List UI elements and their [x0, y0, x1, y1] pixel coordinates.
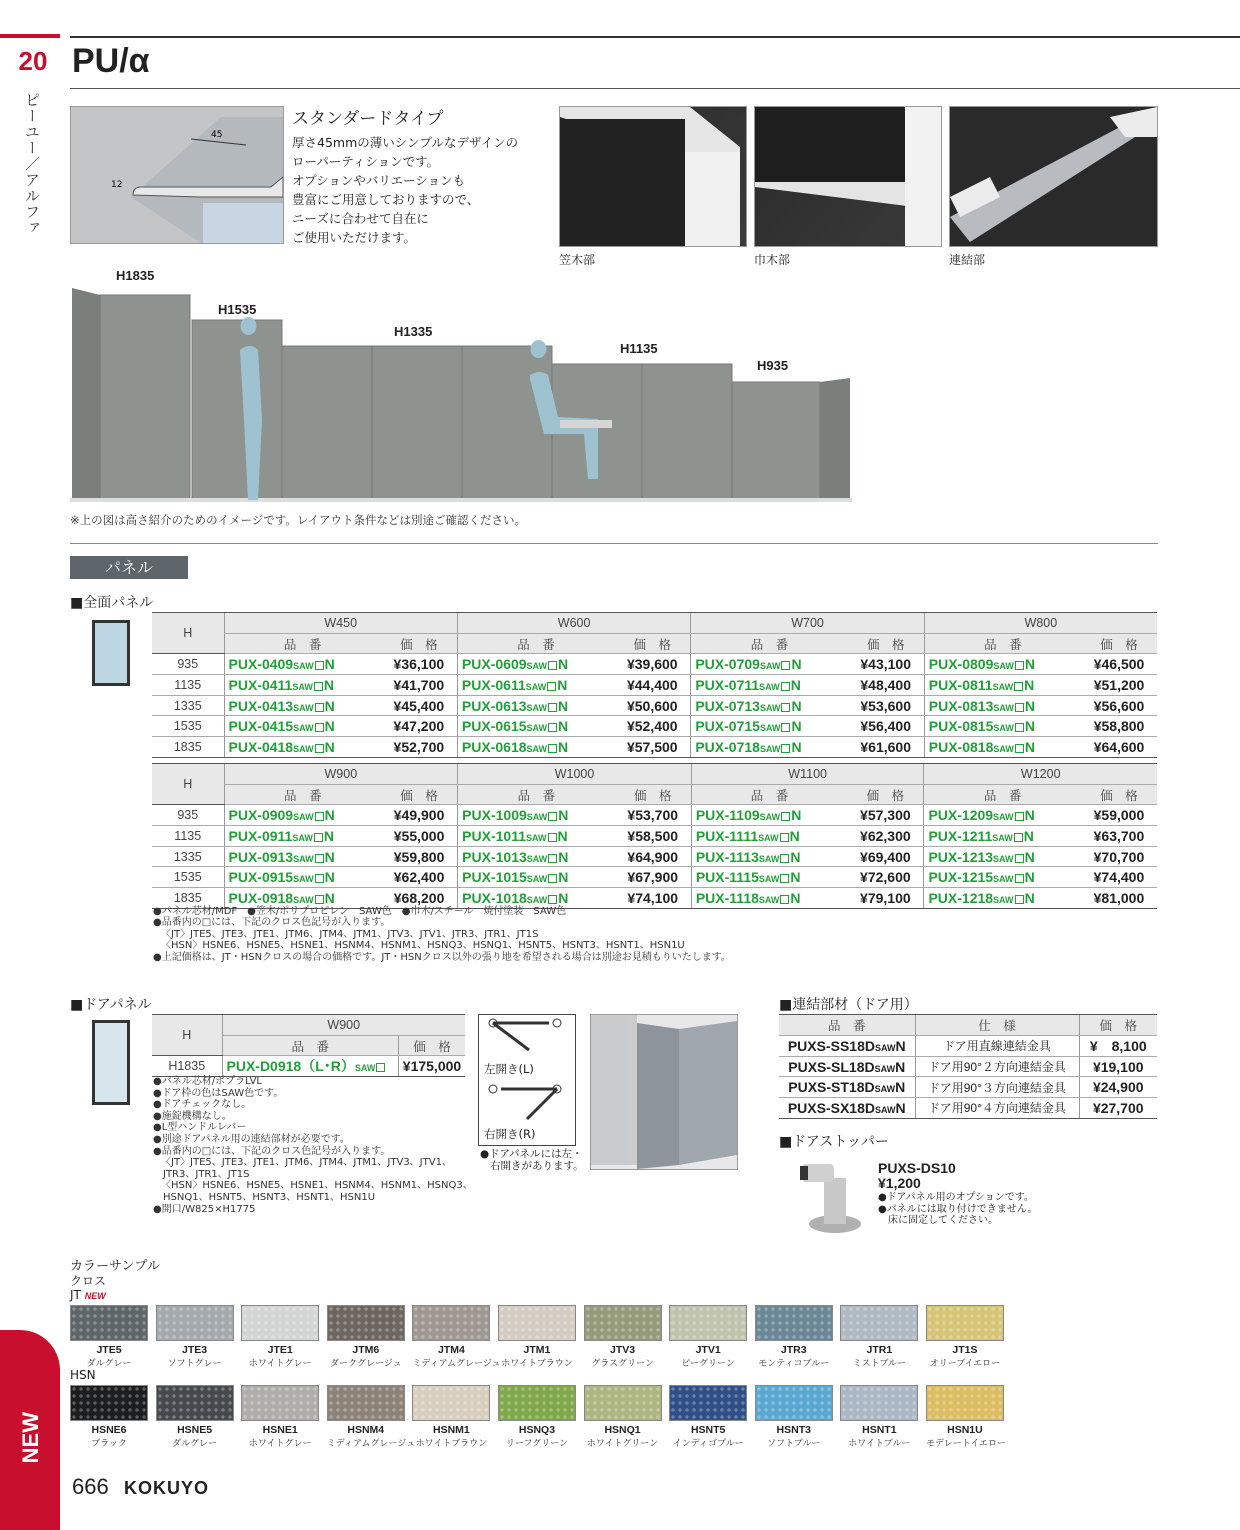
col-price: 価 格	[1081, 633, 1157, 654]
dim-12: 12	[111, 180, 123, 190]
right-open-label: 右開き(R)	[484, 1127, 536, 1141]
table-row	[152, 695, 1157, 716]
col-h: H	[152, 764, 224, 805]
product-price: ¥70,700	[1081, 846, 1157, 867]
swatch-chip	[840, 1305, 918, 1341]
width-header: W1200	[924, 764, 1157, 785]
product-price: ¥64,600	[1081, 737, 1157, 758]
col-price: 価 格	[1081, 784, 1157, 805]
height-cell: 1135	[152, 826, 224, 847]
width-header: W1000	[458, 764, 692, 785]
swatch-hsne1	[241, 1385, 319, 1449]
height-label-935: H935	[757, 358, 789, 373]
height-cell: 935	[152, 805, 224, 826]
hsn-label: HSN	[70, 1368, 96, 1382]
product-price: ¥57,500	[614, 737, 691, 758]
connector-code: PUXS-SS18DSAWN	[779, 1035, 915, 1056]
col-code: 品 番	[458, 784, 615, 805]
swatch-code: HSNT5	[690, 1424, 726, 1436]
swatch-code: HSNQ1	[604, 1424, 641, 1436]
connector-code: PUXS-SL18DSAWN	[779, 1056, 915, 1077]
swatch-code: JTR1	[866, 1344, 893, 1356]
swatch-name: モンティコブルー	[758, 1359, 830, 1369]
swatch-chip	[755, 1305, 833, 1341]
product-price: ¥68,200	[381, 888, 458, 909]
door-panel-code: PUX-D0918（L･R）SAW	[222, 1056, 398, 1077]
stopper-image	[800, 1158, 870, 1236]
cross-section-drawing	[71, 107, 283, 243]
swatch-chip	[840, 1385, 918, 1421]
full-panel-table-2	[152, 763, 1157, 909]
swatch-code: JTE3	[182, 1344, 208, 1356]
swatch-jtv3	[584, 1305, 662, 1369]
swatch-name: ホワイトブラウン	[415, 1439, 488, 1449]
swatch-chip	[755, 1385, 833, 1421]
table-row	[152, 737, 1157, 758]
door-panel-notes: ●パネル芯材/ポプラLVL ●ドア枠の色はSAW色です。 ●ドアチェックなし。 ●施錠機構なし。 ●L型ハンドルレバー ●別途ドアパネル用の連結部材が必要です。 ●品番内の□には、下記のクロス色記号が入ります。 〈JT〉JTE5、JTE3、JTE1、JTM6、JTM4、JTM1、JTV3、JTV1、 JTR3、JTR1、JT1S 〈HSN〉HSNE6、HSNE5、HSNE1、HSNM4、HSNM1、HSNQ3、 HSNQ1、HSNT5、HSNT3、HSNT1、HSN1U ●開口/W825×H1775	[153, 1076, 473, 1215]
swatch-jte3	[156, 1305, 234, 1369]
swatch-code: JTM6	[352, 1344, 380, 1356]
product-code: PUX-0615SAW N	[457, 716, 614, 737]
standard-type-description: 厚さ45mmの薄いシンプルなデザインの ローパーティションです。 オプションやバリエーションも 豊富にご用意しておりますので、 ニーズに合わせて自在に ご使用いただけます。	[292, 135, 519, 245]
height-label-1335: H1335	[394, 324, 433, 339]
swatch-jtm1	[498, 1305, 576, 1369]
swatch-chip	[498, 1305, 576, 1341]
product-price: ¥50,600	[614, 695, 691, 716]
door-panel-icon	[92, 1020, 130, 1105]
product-code: PUX-0809SAW N	[924, 654, 1081, 675]
samples-sub: クロス	[70, 1274, 107, 1288]
product-code: PUX-0613SAW N	[457, 695, 614, 716]
product-price: ¥52,700	[381, 737, 458, 758]
product-code: PUX-0815SAW N	[924, 716, 1081, 737]
col-price: 価 格	[847, 784, 924, 805]
product-code: PUX-0413SAW N	[224, 695, 381, 716]
connector-table: 品 番 仕 様 価 格 PUXS-SS18DSAWN ドア用直線連結金具 ¥ 8,100 PUXS-SL18DSAWN ドア用90°２方向連結金具 ¥19,100 PUXS-ST18DSAWN ドア用90°３方向連結金具 ¥24,900 PUXS-SX18DSAWN ドア用90°４方向連結金具 ¥27,700	[779, 1014, 1157, 1119]
table-row	[152, 675, 1157, 696]
swatch-code: HSNT1	[862, 1424, 897, 1436]
door-panel-photo	[590, 1014, 738, 1170]
product-price: ¥79,100	[847, 888, 924, 909]
product-price: ¥36,100	[381, 654, 458, 675]
swatch-chip	[241, 1305, 319, 1341]
product-price: ¥44,400	[614, 675, 691, 696]
swatch-code: JTE1	[267, 1344, 293, 1356]
height-cell: 1335	[152, 846, 224, 867]
swatch-name: オリーブイエロー	[929, 1359, 1001, 1369]
table-row	[152, 846, 1157, 867]
col-code: 品 番	[691, 633, 848, 654]
hsn-swatches	[70, 1385, 1012, 1449]
swatch-code: HSNT3	[776, 1424, 811, 1436]
height-label-1535: H1535	[218, 302, 257, 317]
swatch-hsne6	[70, 1385, 148, 1449]
product-code: PUX-0915SAW N	[224, 867, 381, 888]
height-label-1135: H1135	[620, 341, 658, 356]
panel-cross-section-image	[70, 106, 284, 244]
swatch-name: グラスグリーン	[591, 1359, 654, 1369]
product-code: PUX-1115SAW N	[691, 867, 847, 888]
swatch-name: ホワイトブルー	[848, 1439, 911, 1449]
jt-swatches	[70, 1305, 1012, 1369]
section-divider	[70, 543, 1158, 544]
swatch-hsnt5	[669, 1385, 747, 1449]
product-price: ¥74,400	[1081, 867, 1157, 888]
product-code: PUX-1009SAW N	[458, 805, 615, 826]
left-open-label: 左開き(L)	[484, 1062, 534, 1076]
brand-logo: KOKUYO	[124, 1478, 210, 1498]
swatch-code: HSNQ3	[518, 1424, 556, 1436]
product-price: ¥53,600	[848, 695, 925, 716]
swatch-chip	[156, 1305, 234, 1341]
product-code: PUX-0713SAW N	[691, 695, 848, 716]
product-code: PUX-0411SAW N	[224, 675, 381, 696]
col-code: 品 番	[691, 784, 847, 805]
product-code: PUX-0418SAW N	[224, 737, 381, 758]
swatch-code: JTE5	[96, 1344, 122, 1356]
full-panel-table-1	[152, 612, 1157, 758]
dim-45: 45	[211, 130, 223, 140]
swatch-chip	[584, 1385, 662, 1421]
width-header: W450	[224, 613, 457, 634]
stopper-price: ¥1,200	[878, 1175, 921, 1191]
full-panel-heading: ■全面パネル	[70, 595, 154, 611]
product-price: ¥72,600	[847, 867, 924, 888]
swatch-code: JTM4	[437, 1344, 465, 1356]
product-code: PUX-0718SAW N	[691, 737, 848, 758]
swatch-code: HSNE6	[91, 1424, 127, 1436]
swatch-name: ホワイトブラウン	[501, 1359, 573, 1369]
swatch-name: ソフトブルー	[767, 1439, 821, 1449]
height-label-1835: H1835	[116, 268, 155, 283]
product-price: ¥51,200	[1081, 675, 1157, 696]
swatch-code: HSN1U	[947, 1424, 983, 1436]
swatch-name: ホワイトグリーン	[586, 1439, 659, 1449]
product-price: ¥46,500	[1081, 654, 1157, 675]
product-price: ¥59,800	[381, 846, 458, 867]
product-code: PUX-0711SAW N	[691, 675, 848, 696]
product-price: ¥69,400	[847, 846, 924, 867]
swatch-code: JTV1	[695, 1344, 721, 1356]
width-header: W700	[691, 613, 924, 634]
col-code: 品 番	[457, 633, 614, 654]
product-price: ¥52,400	[614, 716, 691, 737]
product-price: ¥67,900	[615, 867, 692, 888]
product-price: ¥62,300	[847, 826, 924, 847]
swatch-chip	[70, 1305, 148, 1341]
col-price: 価 格	[848, 633, 925, 654]
height-cell: 1335	[152, 695, 224, 716]
table-row	[152, 805, 1157, 826]
product-price: ¥58,800	[1081, 716, 1157, 737]
swatch-name: ダルグレー	[172, 1439, 217, 1449]
swatch-code: JTR3	[780, 1344, 807, 1356]
product-code: PUX-1111SAW N	[691, 826, 847, 847]
swatch-jte1	[241, 1305, 319, 1369]
product-price: ¥61,600	[848, 737, 925, 758]
height-cell: 1535	[152, 716, 224, 737]
col-code: 品 番	[924, 633, 1081, 654]
height-cell: 1835	[152, 888, 224, 909]
swatch-chip	[412, 1385, 490, 1421]
width-header: W900	[224, 764, 458, 785]
swatch-name: リーフグリーン	[505, 1439, 569, 1449]
swatch-code: JTV3	[610, 1344, 636, 1356]
standard-type-title: スタンダードタイプ	[292, 109, 444, 129]
height-cell: 935	[152, 654, 224, 675]
swatch-hsnm1	[412, 1385, 490, 1449]
product-code: PUX-0409SAW N	[224, 654, 381, 675]
col-code: 品 番	[224, 633, 381, 654]
swatch-hsne5	[156, 1385, 234, 1449]
connector-code: PUXS-ST18DSAWN	[779, 1077, 915, 1098]
product-price: ¥62,400	[381, 867, 458, 888]
table-row	[152, 867, 1157, 888]
swatch-chip	[926, 1385, 1004, 1421]
product-code: PUX-0715SAW N	[691, 716, 848, 737]
product-price: ¥39,600	[614, 654, 691, 675]
swatch-jtr1	[840, 1305, 918, 1369]
samples-title: カラーサンプル	[70, 1259, 160, 1274]
product-price: ¥64,900	[615, 846, 692, 867]
product-price: ¥58,500	[615, 826, 692, 847]
swatch-chip	[327, 1385, 405, 1421]
swatch-chip	[669, 1305, 747, 1341]
swatch-hsnq3	[498, 1385, 576, 1449]
swatch-name: ソフトグレー	[167, 1359, 222, 1369]
page-number: 666	[72, 1474, 109, 1499]
height-panels-drawing	[70, 280, 860, 505]
swatch-code: HSNE1	[262, 1424, 298, 1436]
product-code: PUX-0818SAW N	[924, 737, 1081, 758]
width-header: W1100	[691, 764, 924, 785]
product-price: ¥63,700	[1081, 826, 1157, 847]
swatch-chip	[156, 1385, 234, 1421]
product-code: PUX-1011SAW N	[458, 826, 615, 847]
product-price: ¥56,400	[848, 716, 925, 737]
col-price: 価 格	[614, 633, 691, 654]
connector-code: PUXS-SX18DSAWN	[779, 1098, 915, 1119]
product-code: PUX-1218SAW N	[924, 888, 1081, 909]
product-price: ¥47,200	[381, 716, 458, 737]
swatch-jtr3	[755, 1305, 833, 1369]
product-price: ¥45,400	[381, 695, 458, 716]
door-panel-table: H W900 品 番 価 格 H1835 PUX-D0918（L･R）SAW ¥175,000	[152, 1014, 465, 1077]
width-header: W800	[924, 613, 1157, 634]
swatch-chip	[584, 1305, 662, 1341]
product-code: PUX-0709SAW N	[691, 654, 848, 675]
product-code: PUX-1209SAW N	[924, 805, 1081, 826]
swatch-code: JTM1	[523, 1344, 551, 1356]
stopper-notes: ●ドアパネル用のオプションです。 ●パネルには取り付けできません。 床に固定してください。	[878, 1192, 1038, 1227]
swatch-hsn1u	[926, 1385, 1004, 1449]
product-price: ¥49,900	[381, 805, 458, 826]
section-bar	[0, 34, 60, 38]
photo-caption-kasagi: 笠木部	[559, 253, 596, 267]
height-illustration	[70, 280, 860, 505]
table-row	[152, 826, 1157, 847]
product-code: PUX-1109SAW N	[691, 805, 847, 826]
swatch-name: ダルグレー	[86, 1359, 132, 1369]
door-diagram-note: ●ドアパネルには左・ 右開きがあります。	[480, 1148, 584, 1172]
product-code: PUX-1118SAW N	[691, 888, 847, 909]
photo-caption-habaki: 巾木部	[754, 253, 791, 267]
connector-heading: ■連結部材（ドア用）	[779, 997, 918, 1013]
swatch-name: ブラック	[91, 1439, 127, 1449]
product-price: ¥41,700	[381, 675, 458, 696]
page-title: PU/α	[72, 42, 150, 80]
product-code: PUX-1215SAW N	[924, 867, 1081, 888]
swatch-name: ピーグリーン	[681, 1359, 735, 1369]
product-code: PUX-0611SAW N	[457, 675, 614, 696]
swatch-code: HSNM4	[347, 1424, 385, 1436]
col-h: H	[152, 613, 224, 654]
swatch-jtv1	[669, 1305, 747, 1369]
product-code: PUX-0909SAW N	[224, 805, 381, 826]
col-code: 品 番	[224, 784, 381, 805]
photo-caption-renketsu: 連結部	[949, 253, 986, 267]
height-cell: 1535	[152, 867, 224, 888]
swatch-name: ミディアムグレージュ	[326, 1439, 416, 1449]
full-panel-notes: ●パネル芯材/MDF ●笠木/ポリプロピレン SAW色 ●巾木/スチール 焼付塗装 SAW色 ●品番内の□には、下記のクロス色記号が入ります。 〈JT〉JTE5、JTE3、JTE1、JTM6、JTM4、JTM1、JTV3、JTV1、JTR3、JTR1、JT1S 〈HSN〉HSNE6、HSNE5、HSNE1、HSNM4、HSNM1、HSNQ3、HSNQ1、HSNT5、HSNT3、HSNT1、HSN1U ●上記価格は、JT・HSNクロスの場合の価格です。JT・HSNクロス以外の張り地を希望される場合は別途お見積もりいたします。	[153, 906, 731, 963]
swatch-code: HSNM1	[432, 1424, 470, 1436]
product-price: ¥43,100	[848, 654, 925, 675]
swatch-chip	[926, 1305, 1004, 1341]
swatch-chip	[669, 1385, 747, 1421]
product-code: PUX-0609SAW N	[457, 654, 614, 675]
product-price: ¥48,400	[848, 675, 925, 696]
height-note: ※上の図は高さ紹介のためのイメージです。レイアウト条件などは別途ご確認ください。	[70, 513, 526, 527]
product-code: PUX-0918SAW N	[224, 888, 381, 909]
new-tab-label: NEW	[18, 1412, 43, 1464]
side-label: ピーユー／アルファ	[23, 92, 41, 236]
product-code: PUX-1015SAW N	[458, 867, 615, 888]
product-price: ¥56,600	[1081, 695, 1157, 716]
swatch-name: ホワイトグレー	[248, 1439, 312, 1449]
product-price: ¥59,000	[1081, 805, 1157, 826]
col-price: 価 格	[381, 633, 458, 654]
renketsu-photo	[949, 106, 1158, 247]
swatch-jte5	[70, 1305, 148, 1369]
swatch-chip	[498, 1385, 576, 1421]
swatch-jtm6	[327, 1305, 405, 1369]
swatch-code: JT1S	[952, 1344, 978, 1356]
swatch-hsnq1	[584, 1385, 662, 1449]
product-code: PUX-1018SAW N	[458, 888, 615, 909]
stopper-heading: ■ドアストッパー	[779, 1134, 889, 1150]
table-row	[152, 654, 1157, 675]
product-code: PUX-1013SAW N	[458, 846, 615, 867]
product-code: PUX-1113SAW N	[691, 846, 847, 867]
product-price: ¥55,000	[381, 826, 458, 847]
kasagi-photo	[559, 106, 747, 247]
swatch-hsnm4	[326, 1385, 416, 1449]
product-price: ¥74,100	[615, 888, 692, 909]
door-panel-heading: ■ドアパネル	[70, 997, 152, 1013]
swatch-chip	[327, 1305, 405, 1341]
product-price: ¥57,300	[847, 805, 924, 826]
swatch-name: ミディアムグレージュ	[412, 1359, 501, 1369]
product-code: PUX-0811SAW N	[924, 675, 1081, 696]
swatch-name: インディゴブルー	[672, 1439, 744, 1449]
height-cell: 1135	[152, 675, 224, 696]
section-number: 20	[18, 46, 48, 76]
jt-label: JT NEW	[70, 1288, 106, 1302]
swatch-chip	[412, 1305, 490, 1341]
swatch-jtm4	[412, 1305, 501, 1369]
swatch-code: HSNE5	[177, 1424, 213, 1436]
col-code: 品 番	[924, 784, 1081, 805]
full-panel-icon	[92, 620, 130, 686]
col-price: 価 格	[381, 784, 458, 805]
swatch-name: モデレートイエロー	[925, 1439, 1006, 1449]
product-price: ¥81,000	[1081, 888, 1157, 909]
new-badge: NEW	[84, 1291, 106, 1301]
product-code: PUX-0618SAW N	[457, 737, 614, 758]
product-code: PUX-0911SAW N	[224, 826, 381, 847]
title-rule	[70, 88, 1240, 89]
width-header: W600	[457, 613, 690, 634]
swatch-chip	[70, 1385, 148, 1421]
habaki-photo	[754, 106, 942, 247]
swatch-name: ダークグレージュ	[329, 1359, 402, 1369]
product-code: PUX-1211SAW N	[924, 826, 1081, 847]
swatch-hsnt1	[840, 1385, 918, 1449]
table-row	[152, 716, 1157, 737]
product-code: PUX-0813SAW N	[924, 695, 1081, 716]
col-price: 価 格	[615, 784, 692, 805]
product-code: PUX-1213SAW N	[924, 846, 1081, 867]
stopper-code: PUXS-DS10	[878, 1160, 956, 1176]
product-code: PUX-0913SAW N	[224, 846, 381, 867]
product-price: ¥53,700	[615, 805, 692, 826]
height-cell: 1835	[152, 737, 224, 758]
swatch-chip	[241, 1385, 319, 1421]
top-rule	[70, 36, 1240, 38]
swatch-name: ホワイトグレー	[248, 1359, 312, 1369]
swatch-jt1s	[926, 1305, 1004, 1369]
swatch-name: ミストブルー	[852, 1359, 907, 1369]
product-code: PUX-0415SAW N	[224, 716, 381, 737]
swatch-hsnt3	[755, 1385, 833, 1449]
panel-section-header: パネル	[70, 556, 188, 579]
